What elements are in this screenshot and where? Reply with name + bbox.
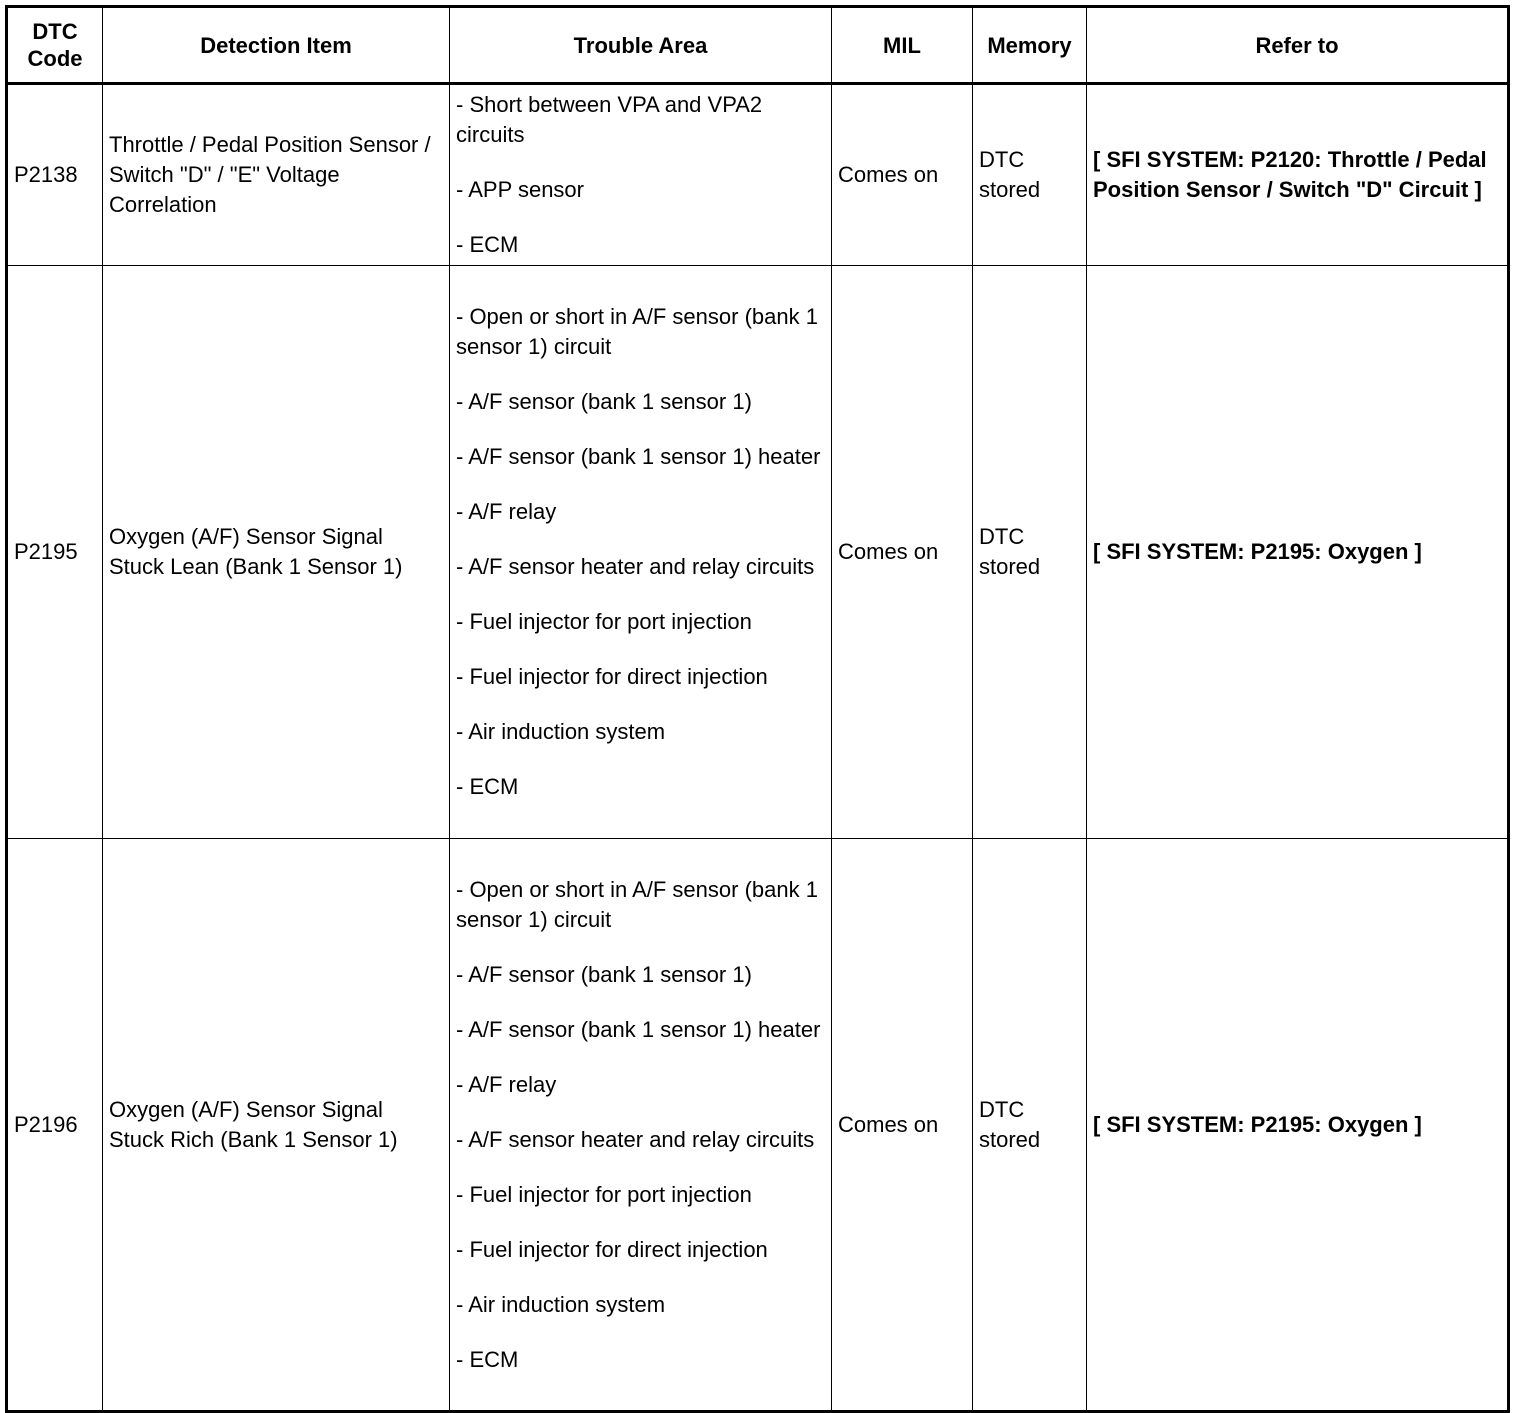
- memory-cell: DTC stored: [973, 839, 1087, 1412]
- dtc-table: [5, 5, 1510, 1413]
- header-memory: Memory: [973, 7, 1087, 84]
- memory-cell: DTC stored: [973, 266, 1087, 839]
- header-detection-item: Detection Item: [103, 7, 450, 84]
- trouble-area-item: - Fuel injector for port injection: [456, 1181, 752, 1207]
- trouble-area-item: - A/F sensor heater and relay circuits: [456, 554, 815, 579]
- detection-item-cell: Oxygen (A/F) Sensor Signal Stuck Lean (Bank 1 Sensor 1): [103, 266, 450, 839]
- trouble-area-item: - Fuel injector for port injection: [456, 609, 752, 634]
- trouble-area-item: - Fuel injector for direct injection: [456, 664, 768, 689]
- table-row: [7, 84, 1509, 266]
- table-header: [7, 7, 1509, 84]
- mil-cell: Comes on: [832, 839, 973, 1412]
- refer-to-link[interactable]: [ SFI SYSTEM: P2195: Oxygen ]: [1087, 839, 1509, 1412]
- trouble-area-item: - A/F sensor (bank 1 sensor 1) heater: [456, 1016, 821, 1042]
- detection-item-cell: Throttle / Pedal Position Sensor / Switch "D" / "E" Voltage Correlation: [103, 84, 450, 266]
- trouble-area-list: [456, 302, 825, 802]
- header-dtc-code: DTC Code: [7, 7, 103, 84]
- trouble-area-item: - A/F sensor heater and relay circuits: [456, 1126, 815, 1152]
- trouble-area-item: - ECM: [456, 232, 519, 257]
- trouble-area-cell: [450, 839, 832, 1412]
- trouble-area-list: [456, 875, 825, 1375]
- trouble-area-item: - Air induction system: [456, 1291, 666, 1317]
- mil-cell: Comes on: [832, 266, 973, 839]
- header-refer-to: Refer to: [1087, 7, 1509, 84]
- detection-item-cell: Oxygen (A/F) Sensor Signal Stuck Rich (Bank 1 Sensor 1): [103, 839, 450, 1412]
- table-row: [7, 266, 1509, 839]
- trouble-area-item: - Open or short in A/F sensor (bank 1 sensor 1) circuit: [456, 876, 818, 932]
- memory-cell: DTC stored: [973, 84, 1087, 266]
- trouble-area-item: - ECM: [456, 1346, 519, 1372]
- trouble-area-item: - Open or short in A/F sensor (bank 1 sensor 1) circuit: [456, 304, 818, 359]
- trouble-area-item: - Short between VPA and VPA2 circuits: [456, 92, 763, 147]
- trouble-area-item: - A/F relay: [456, 499, 557, 524]
- trouble-area-item: - APP sensor: [456, 177, 584, 202]
- table-row: [7, 839, 1509, 1412]
- trouble-area-list: [456, 90, 825, 260]
- trouble-area-item: - ECM: [456, 774, 519, 799]
- trouble-area-cell: [450, 266, 832, 839]
- mil-cell: Comes on: [832, 84, 973, 266]
- trouble-area-item: - A/F sensor (bank 1 sensor 1): [456, 961, 752, 987]
- trouble-area-cell: [450, 84, 832, 266]
- header-mil: MIL: [832, 7, 973, 84]
- trouble-area-item: - A/F relay: [456, 1071, 557, 1097]
- trouble-area-item: - A/F sensor (bank 1 sensor 1): [456, 389, 752, 414]
- dtc-code-cell: P2195: [7, 266, 103, 839]
- dtc-code-cell: P2138: [7, 84, 103, 266]
- refer-to-link[interactable]: [ SFI SYSTEM: P2195: Oxygen ]: [1087, 266, 1509, 839]
- header-trouble-area: Trouble Area: [450, 7, 832, 84]
- trouble-area-item: - Fuel injector for direct injection: [456, 1236, 768, 1262]
- header-row: [7, 7, 1509, 84]
- trouble-area-item: - A/F sensor (bank 1 sensor 1) heater: [456, 444, 821, 469]
- trouble-area-item: - Air induction system: [456, 719, 666, 744]
- refer-to-link[interactable]: [ SFI SYSTEM: P2120: Throttle / Pedal Position Sensor / Switch "D" Circuit ]: [1087, 84, 1509, 266]
- table-body: [7, 84, 1509, 1412]
- dtc-code-cell: P2196: [7, 839, 103, 1412]
